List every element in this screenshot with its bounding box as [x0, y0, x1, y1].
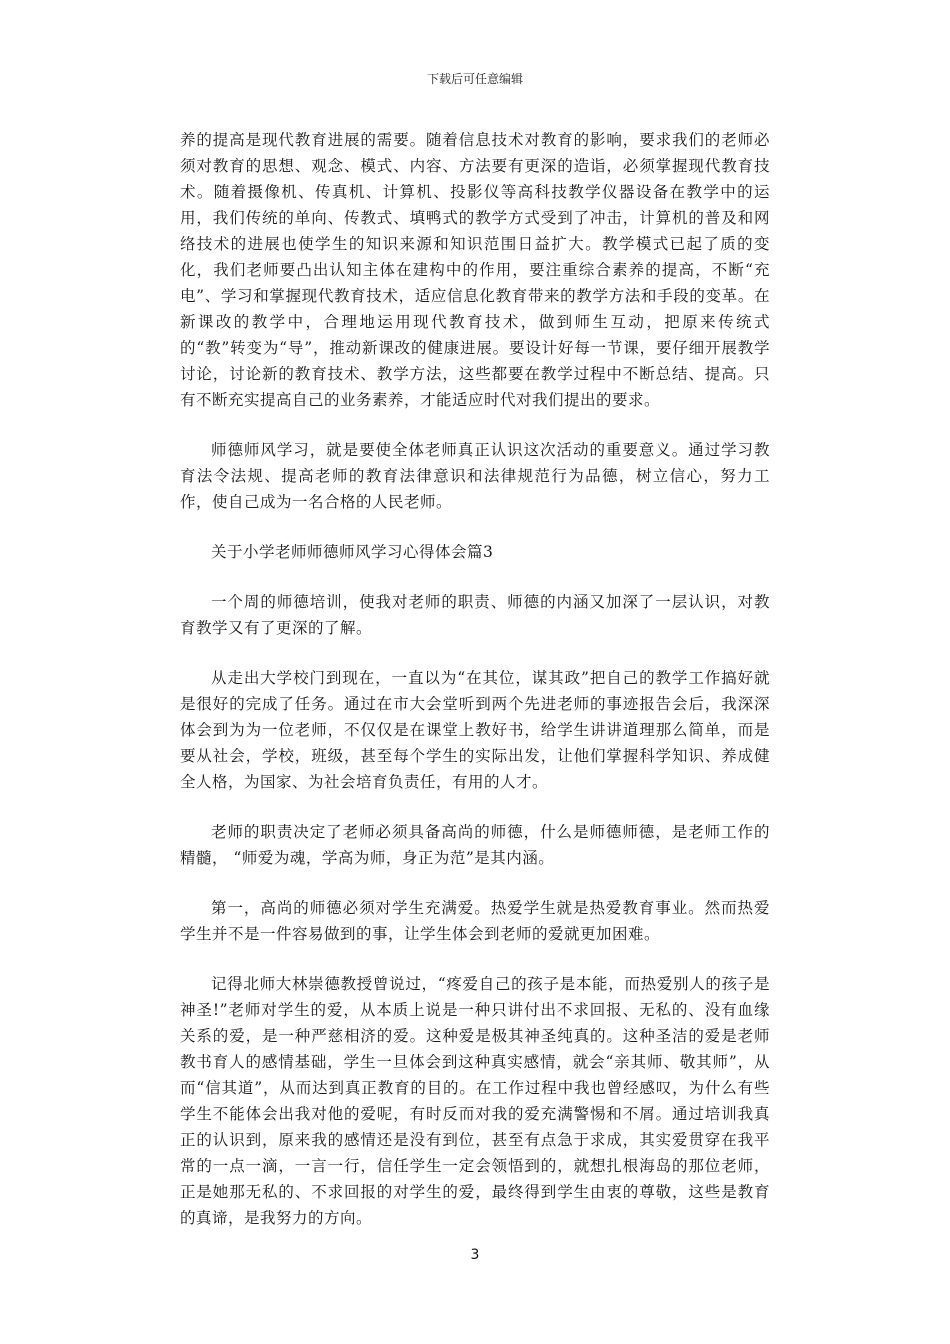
document-body [180, 127, 770, 1255]
paragraph: 从走出大学校门到现在，一直以为“在其位，谋其政”把自己的教学工作搞好就是很好的完成了任务。通过在市大会堂听到两个先进老师的事迹报告会后，我深深体会到为为一位老师，不仅仅是在课堂上教好书，给学生讲讲道理那么简单，而是要从社会，学校，班级，甚至每个学生的实际出发，让他们掌握科学知识、养成健全人格，为国家、为社会培育负责任，有用的人才。 [180, 669, 770, 791]
paragraph: 一个周的师德培训，使我对老师的职责、师德的内涵又加深了一层认识，对教育教学又有了更深的了解。 [180, 593, 770, 637]
paragraph: 老师的职责决定了老师必须具备高尚的师德，什么是师德师德，是老师工作的精髓， “师爱为魂，学高为师，身正为范”是其内涵。 [180, 823, 770, 867]
page-number: 3 [470, 1247, 480, 1263]
paragraph: 记得北师大林崇德教授曾说过，“疼爱自己的孩子是本能，而热爱别人的孩子是神圣!”老师对学生的爱，从本质上说是一种只讲付出不求回报、无私的、没有血缘关系的爱，是一种严慈相济的爱。这种爱是极其神圣纯真的。这种圣洁的爱是老师教书育人的感情基础，学生一旦体会到这种真实感情，就会“亲其师、敬其师”，从而“信其道”，从而达到真正教育的目的。在工作过程中我也曾经感叹，为什么有些学生不能体会出我对他的爱呢，有时反而对我的爱充满警惕和不屑。通过培训我真正的认识到，原来我的感情还是没有到位，甚至有点急于求成，其实爱贯穿在我平常的一点一滴，一言一行，信任学生一定会领悟到的，就想扎根海岛的那位老师，正是她那无私的、不求回报的对学生的爱，最终得到学生由衷的尊敬，这些是教育的真谛，是我努力的方向。 [180, 975, 770, 1227]
paragraph-continuation: 养的提高是现代教育进展的需要。随着信息技术对教育的影响，要求我们的老师必须对教育的思想、观念、模式、内容、方法要有更深的造诣，必须掌握现代教育技术。随着摄像机、传真机、计算机、投影仪等高科技教学仪器设备在教学中的运用，我们传统的单向、传教式、填鸭式的教学方式受到了冲击，计算机的普及和网络技术的进展也使学生的知识来源和知识范围日益扩大。教学模式已起了质的变化，我们老师要凸出认知主体在建构中的作用，要注重综合素养的提高，不断“充电”、学习和掌握现代教育技术，适应信息化教育带来的教学方法和手段的变革。在新课改的教学中，合理地运用现代教育技术，做到师生互动，把原来传统式的“教”转变为“导”，推动新课改的健康进展。要设计好每一节课，要仔细开展教学讨论，讨论新的教育技术、教学方法，这些都要在教学过程中不断总结、提高。只有不断充实提高自己的业务素养，才能适应时代对我们提出的要求。 [180, 131, 770, 409]
paragraph: 第一，高尚的师德必须对学生充满爱。热爱学生就是热爱教育事业。然而热爱学生并不是一件容易做到的事，让学生体会到老师的爱就更加困难。 [180, 899, 770, 943]
paragraph: 师德师风学习，就是要使全体老师真正认识这次活动的重要意义。通过学习教育法令法规、提高老师的教育法律意识和法律规范行为品德，树立信心，努力工作，使自己成为一名合格的人民老师。 [180, 441, 770, 511]
header-note: 下载后可任意编辑 [426, 72, 523, 86]
section-heading: 关于小学老师师德师风学习心得体会篇3 [211, 543, 494, 561]
